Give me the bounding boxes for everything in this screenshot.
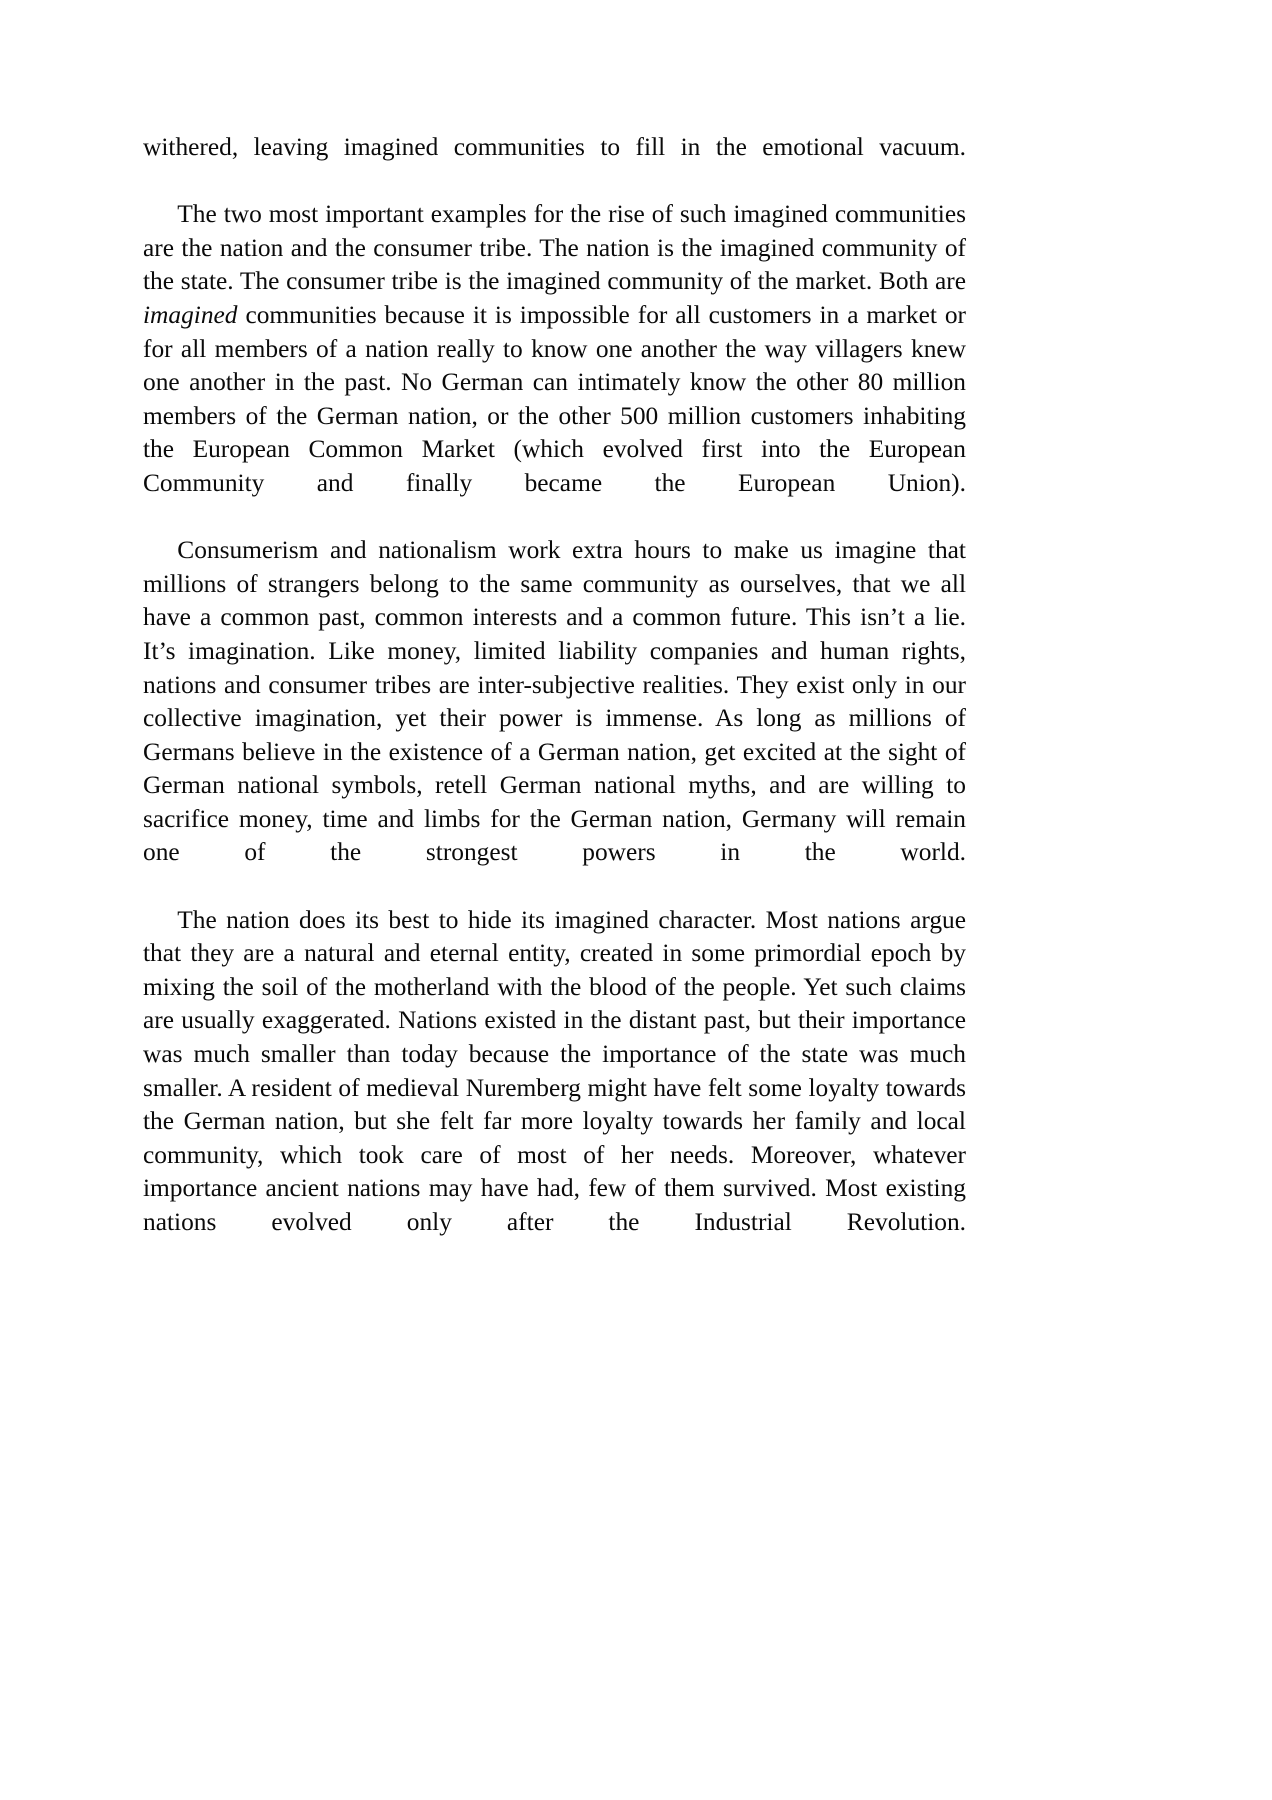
italic-emphasis-imagined: imagined [143,300,238,329]
body-text-column [143,131,966,1273]
paragraph-consumerism-nationalism: Consumerism and nationalism work extra hours to make us imagine that millions of strangers belong to the same community as ourselves, that we all have a common past, common interests and a common future. This isn’t a lie. It’s imagination. Like money, limited liability companies and human rights, nations and consumer tribes are inter-subjective realities. They exist only in our collective imagination, yet their power is immense. As long as millions of Germans believe in the existence of a German nation, get excited at the sight of German national symbols, retell German national myths, and are willing to sacrifice money, time and limbs for the German nation, Germany will remain one of the strongest powers in the world. [143,536,966,867]
paragraph-text-segment-after-italic: communities because it is impossible for all customers in a market or for all members of a nation really to know one another the way villagers knew one another in the past. No German can intimately know the other 80 million members of the German nation, or the other 500 million customers inhabiting the European Common Market (which evolved first into the European Community and finally became the European Union). [143,300,966,497]
paragraph-continued: withered, leaving imagined communities to fill in the emotional vacuum. [143,133,966,161]
paragraph-text-segment-before-italic: The two most important examples for the rise of such imagined communities are the nation and the consumer tribe. The nation is the imagined community of the state. The consumer tribe is the imagined community of the market. Both are [143,200,966,296]
paragraph-nation-hides-imagined-character: The nation does its best to hide its imagined character. Most nations argue that they are a natural and eternal entity, created in some primordial epoch by mixing the soil of the motherland with the blood of the people. Yet such claims are usually exaggerated. Nations existed in the distant past, but their importance was much smaller than today because the importance of the state was much smaller. A resident of medieval Nuremberg might have felt some loyalty towards the German nation, but she felt far more loyalty towards her family and local community, which took care of most of her needs. Moreover, whatever importance ancient nations may have had, few of them survived. Most existing nations evolved only after the Industrial Revolution. [143,905,966,1236]
paragraph-imagined-communities [143,198,966,534]
